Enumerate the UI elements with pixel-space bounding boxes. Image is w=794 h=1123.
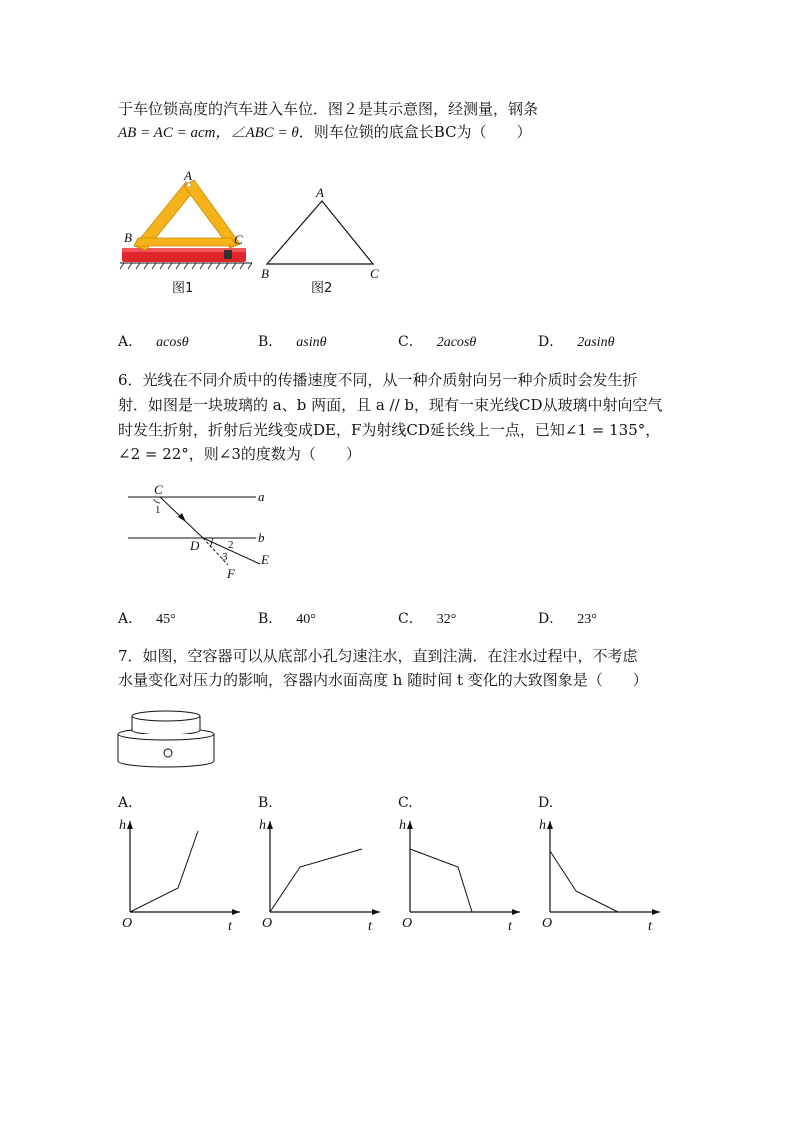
q6-label-d: D	[190, 538, 200, 553]
q7-line1: 7．如图，空容器可以从底部小孔匀速注水，直到注满．在注水过程中，不考虑	[118, 647, 638, 665]
q6-line1: 6．光线在不同介质中的传播速度不同，从一种介质射向另一种介质时会发生折	[118, 371, 638, 389]
q7-graph-b	[258, 811, 388, 933]
q6-line4: ∠2 = 22°，则∠3的度数为（ ）	[118, 445, 361, 463]
graph-d-h: h	[539, 818, 546, 833]
q7-line2: 水量变化对压力的影响，容器内水面高度 h 随时间 t 变化的大致图象是（ ）	[118, 671, 648, 689]
q6-line3: 时发生折射，折射后光线变成DE，F为射线CD延长线上一点，已知∠1 = 135°，	[118, 421, 661, 439]
fig1-label-c: C	[234, 232, 243, 247]
q5-figure1-parking-lock	[112, 168, 262, 303]
graph-a-h: h	[119, 818, 126, 833]
graph-d-o: O	[542, 916, 553, 931]
fig2-caption: 图2	[311, 281, 333, 296]
q7-graph-d	[538, 811, 668, 933]
q6-option-c[interactable]: C． 32°	[398, 611, 457, 627]
q7-option-b[interactable]	[258, 795, 388, 940]
q7-option-a-letter: A.	[118, 795, 133, 811]
q6-refraction-figure	[120, 480, 290, 585]
graph-b-t: t	[368, 919, 372, 933]
fig1-label-a: A	[184, 168, 192, 183]
q5-option-b[interactable]: B． asinθ	[258, 334, 327, 350]
graph-b-o: O	[262, 916, 273, 931]
q6-label-2: 2	[228, 539, 234, 551]
fig2-label-a: A	[316, 185, 324, 200]
q6-label-3: 3	[222, 551, 228, 563]
q5-line1: 于车位锁高度的汽车进入车位．图２是其示意图，经测量，钢条	[118, 100, 539, 118]
graph-c-h: h	[399, 818, 406, 833]
graph-b-h: h	[259, 818, 266, 833]
q7-option-b-letter: B.	[258, 795, 273, 811]
graph-c-t: t	[508, 919, 512, 933]
q6-label-f: F	[227, 566, 235, 581]
q7-option-a[interactable]	[118, 795, 248, 940]
q5-line2-text: ．则车位锁的底盒长BC为（ ）	[298, 123, 532, 141]
q6-label-a: a	[258, 489, 265, 504]
q5-option-c[interactable]: C． 2acosθ	[398, 334, 477, 350]
q5-option-d[interactable]: D． 2asinθ	[538, 334, 615, 350]
q6-option-d[interactable]: D． 23°	[538, 611, 597, 627]
fig2-label-c: C	[370, 266, 379, 281]
q5-figure2-triangle	[255, 185, 390, 303]
q6-line2: 射．如图是一块玻璃的 a、b 两面，且 a // b，现有一束光线CD从玻璃中射向空气	[118, 396, 663, 414]
q7-graph-a	[118, 811, 248, 933]
q5-line2-math: AB = AC = acm，∠ABC = θ	[118, 125, 299, 141]
fig1-caption: 图1	[172, 281, 194, 296]
graph-a-o: O	[122, 916, 133, 931]
fig2-label-b: B	[261, 266, 269, 281]
q7-graph-c	[398, 811, 528, 933]
q7-option-d-letter: D.	[538, 795, 554, 811]
graph-a-t: t	[228, 919, 232, 933]
q6-label-e: E	[261, 552, 269, 567]
q7-container-figure	[112, 708, 224, 772]
q6-option-a[interactable]: A． 45°	[118, 611, 176, 627]
fig1-label-b: B	[124, 230, 132, 245]
q7-option-c-letter: C.	[398, 795, 413, 811]
q5-line2	[118, 121, 532, 142]
q6-option-b[interactable]: B． 40°	[258, 611, 316, 627]
graph-d-t: t	[648, 919, 652, 933]
q6-label-1: 1	[155, 504, 161, 516]
graph-c-o: O	[402, 916, 413, 931]
q6-label-b: b	[258, 530, 265, 545]
q6-label-c: C	[154, 482, 163, 497]
q5-option-a[interactable]: A． acosθ	[118, 334, 189, 350]
q7-option-d[interactable]	[538, 795, 668, 940]
q7-option-c[interactable]	[398, 795, 528, 940]
